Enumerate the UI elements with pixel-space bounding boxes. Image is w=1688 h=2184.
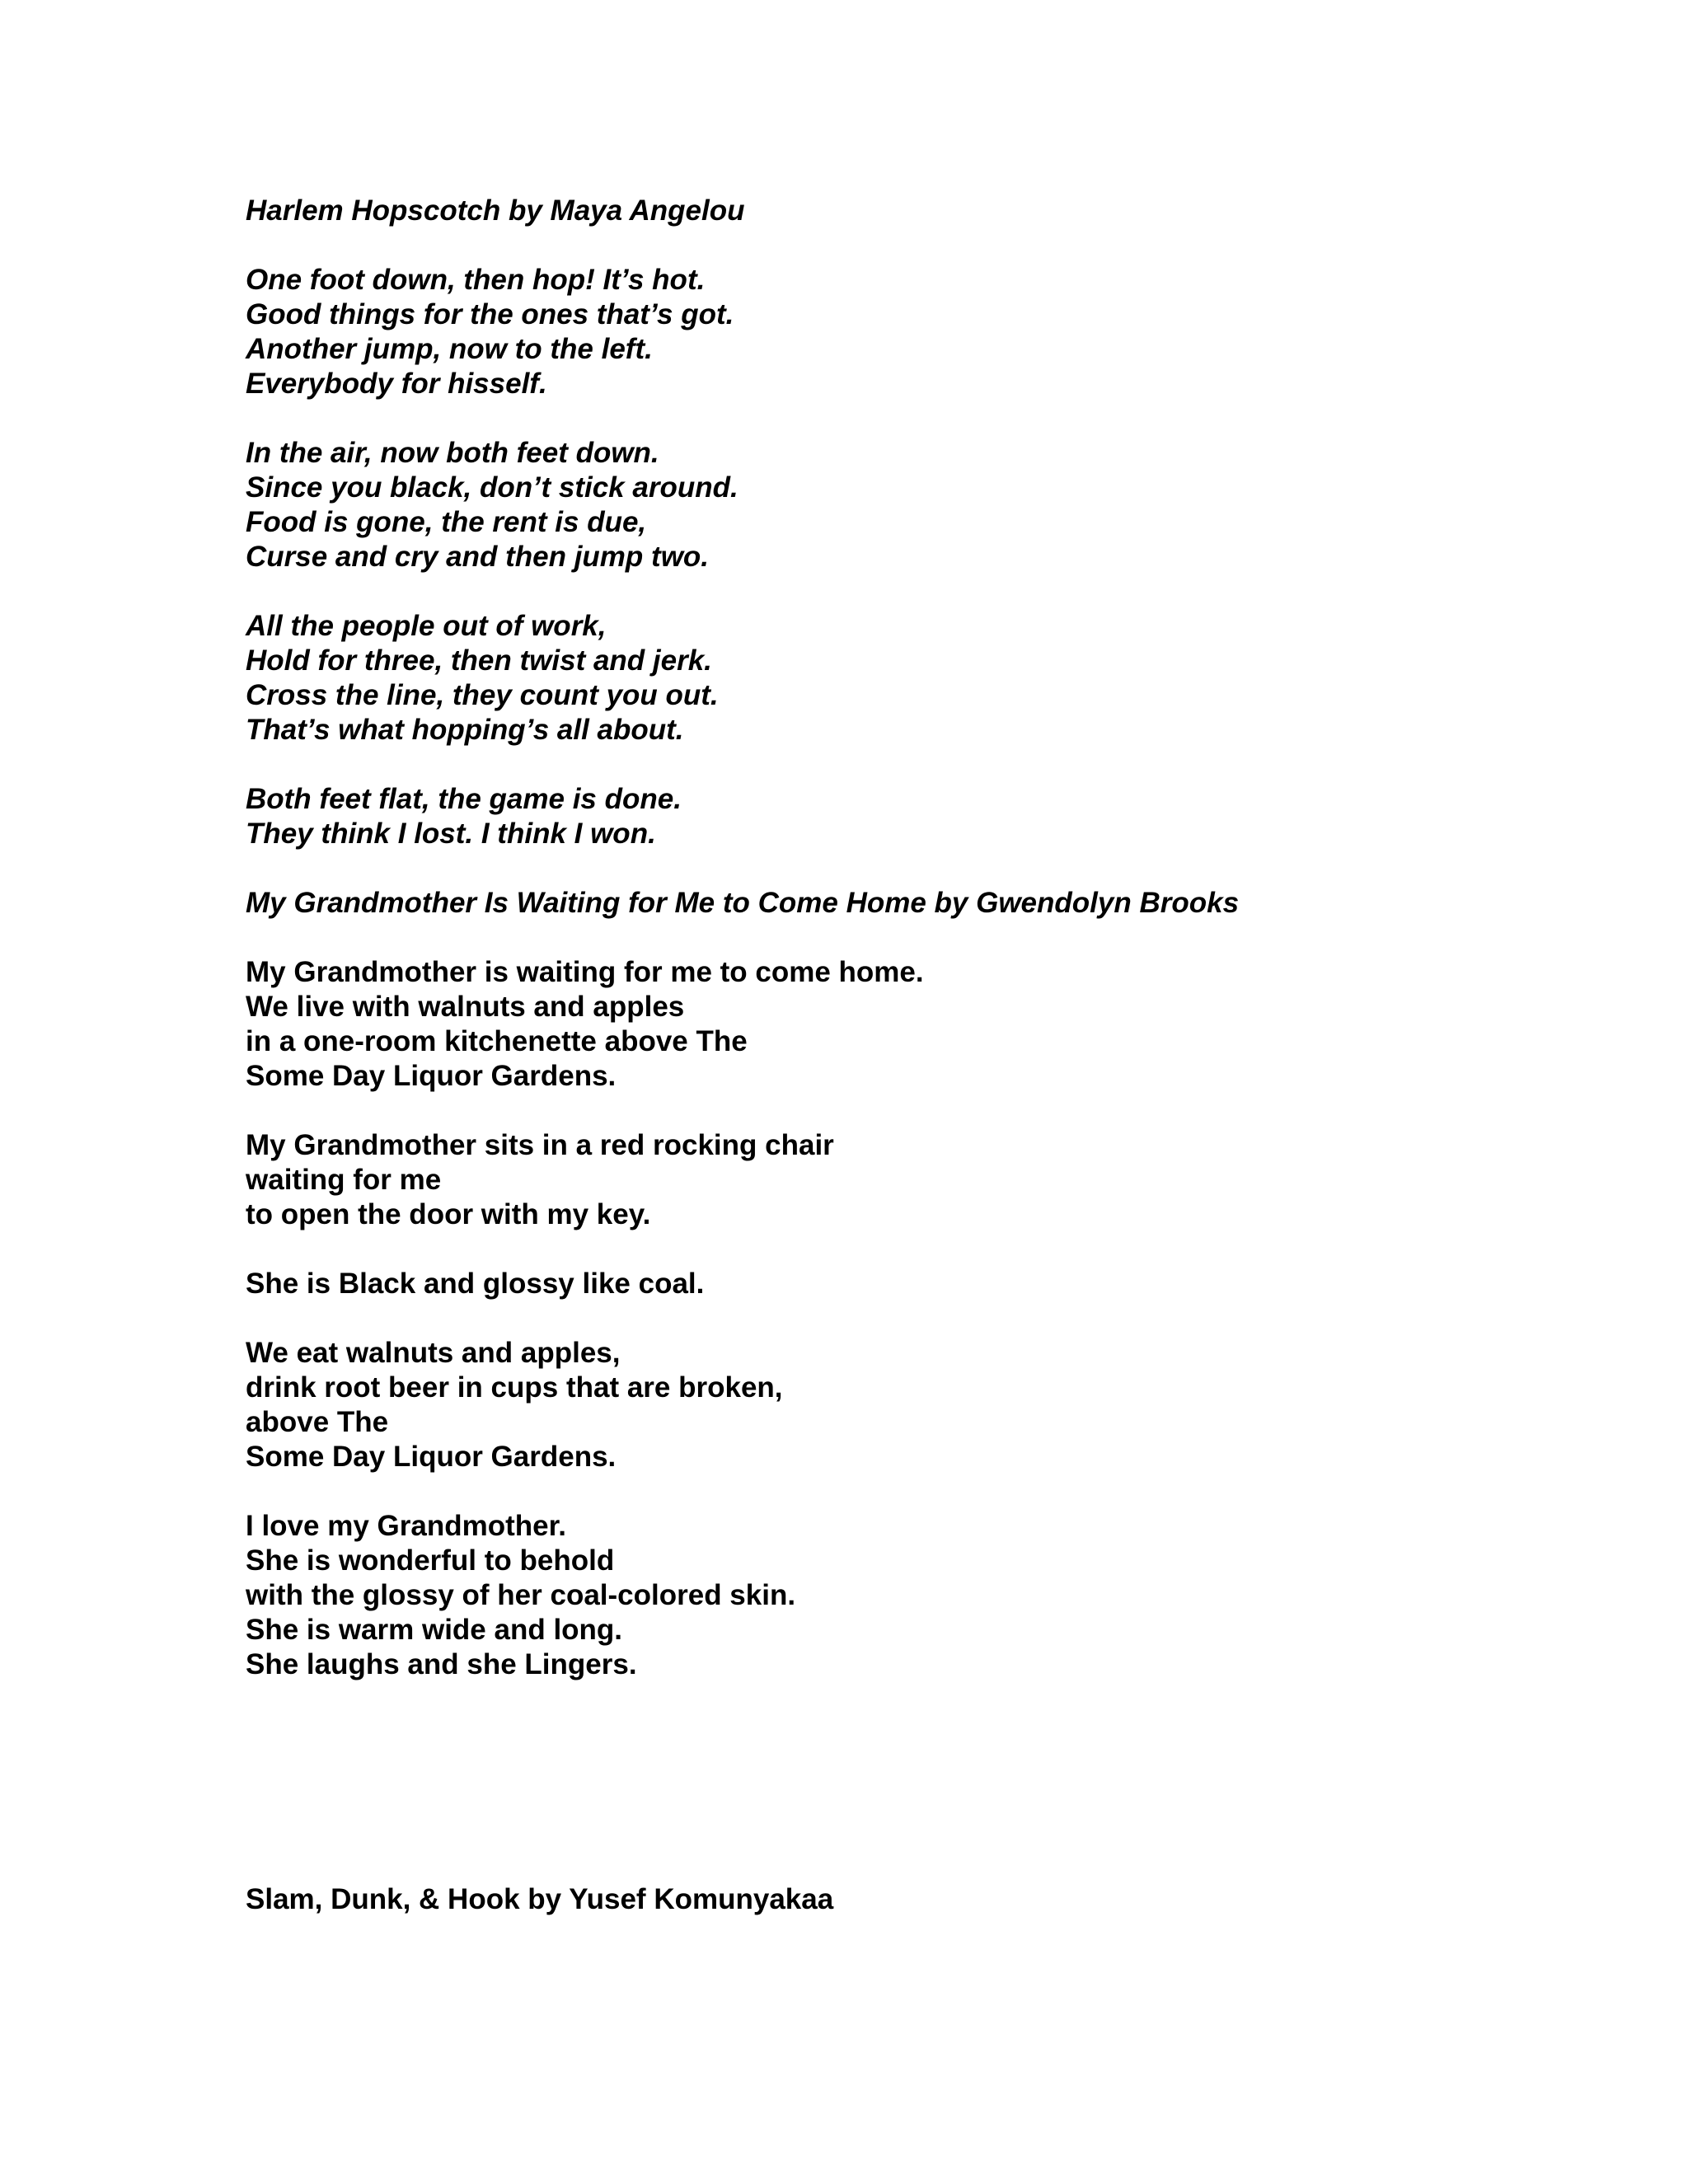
stanza-gap bbox=[246, 1474, 1564, 1509]
poem-line: drink root beer in cups that are broken, bbox=[246, 1371, 783, 1404]
poem-line: My Grandmother sits in a red rocking chair bbox=[246, 1129, 834, 1161]
poems-text bbox=[246, 194, 1564, 1682]
stanza-gap bbox=[246, 748, 1564, 782]
poem-line: One foot down, then hop! It’s hot. bbox=[246, 264, 706, 296]
poem-line: Some Day Liquor Gardens. bbox=[246, 1441, 617, 1473]
poem-title-my-grandmother: My Grandmother Is Waiting for Me to Come Home by Gwendolyn Brooks bbox=[246, 887, 1240, 919]
stanza-gap bbox=[246, 1094, 1564, 1128]
poem-line: Since you black, don’t stick around. bbox=[246, 471, 738, 504]
stanza-gap bbox=[246, 228, 1564, 263]
poem-line: My Grandmother is waiting for me to come home. bbox=[246, 956, 924, 988]
poem-line: In the air, now both feet down. bbox=[246, 437, 659, 469]
poem-line: She is warm wide and long. bbox=[246, 1614, 623, 1646]
poem-line: I love my Grandmother. bbox=[246, 1510, 566, 1542]
stanza-gap bbox=[246, 574, 1564, 609]
poem-line: Cross the line, they count you out. bbox=[246, 679, 719, 711]
poem-line: That’s what hopping’s all about. bbox=[246, 714, 684, 746]
poem-line: Food is gone, the rent is due, bbox=[246, 506, 647, 538]
stanza-gap bbox=[246, 1301, 1564, 1336]
poem-line: Everybody for hisself. bbox=[246, 368, 547, 400]
poem-line: We eat walnuts and apples, bbox=[246, 1337, 621, 1369]
poem-line: We live with walnuts and apples bbox=[246, 991, 685, 1023]
poem-line: with the glossy of her coal-colored skin. bbox=[246, 1579, 796, 1611]
poem-line: Curse and cry and then jump two. bbox=[246, 541, 710, 573]
poem-title-harlem-hopscotch: Harlem Hopscotch by Maya Angelou bbox=[246, 194, 745, 227]
poem-line: Another jump, now to the left. bbox=[246, 333, 653, 365]
poem-line: above The bbox=[246, 1406, 389, 1438]
poem-line: in a one-room kitchenette above The bbox=[246, 1025, 748, 1057]
stanza-gap bbox=[246, 1232, 1564, 1267]
poem-line: She laughs and she Lingers. bbox=[246, 1648, 637, 1680]
poem-line: She is wonderful to behold bbox=[246, 1544, 615, 1577]
poem-line: to open the door with my key. bbox=[246, 1198, 651, 1230]
poem-line: waiting for me bbox=[246, 1164, 442, 1196]
stanza-gap bbox=[246, 401, 1564, 436]
stanza-gap bbox=[246, 851, 1564, 886]
poem-line: All the people out of work, bbox=[246, 610, 607, 642]
poem-title-slam-dunk-hook: Slam, Dunk, & Hook by Yusef Komunyakaa bbox=[246, 1883, 834, 1915]
poem-line: Hold for three, then twist and jerk. bbox=[246, 644, 712, 677]
stanza-gap bbox=[246, 921, 1564, 955]
poem-line: Some Day Liquor Gardens. bbox=[246, 1060, 617, 1092]
poem-line: Both feet flat, the game is done. bbox=[246, 783, 682, 815]
poem-line: Good things for the ones that’s got. bbox=[246, 298, 734, 330]
poem-line: She is Black and glossy like coal. bbox=[246, 1268, 705, 1300]
poem-line: They think I lost. I think I won. bbox=[246, 818, 656, 850]
